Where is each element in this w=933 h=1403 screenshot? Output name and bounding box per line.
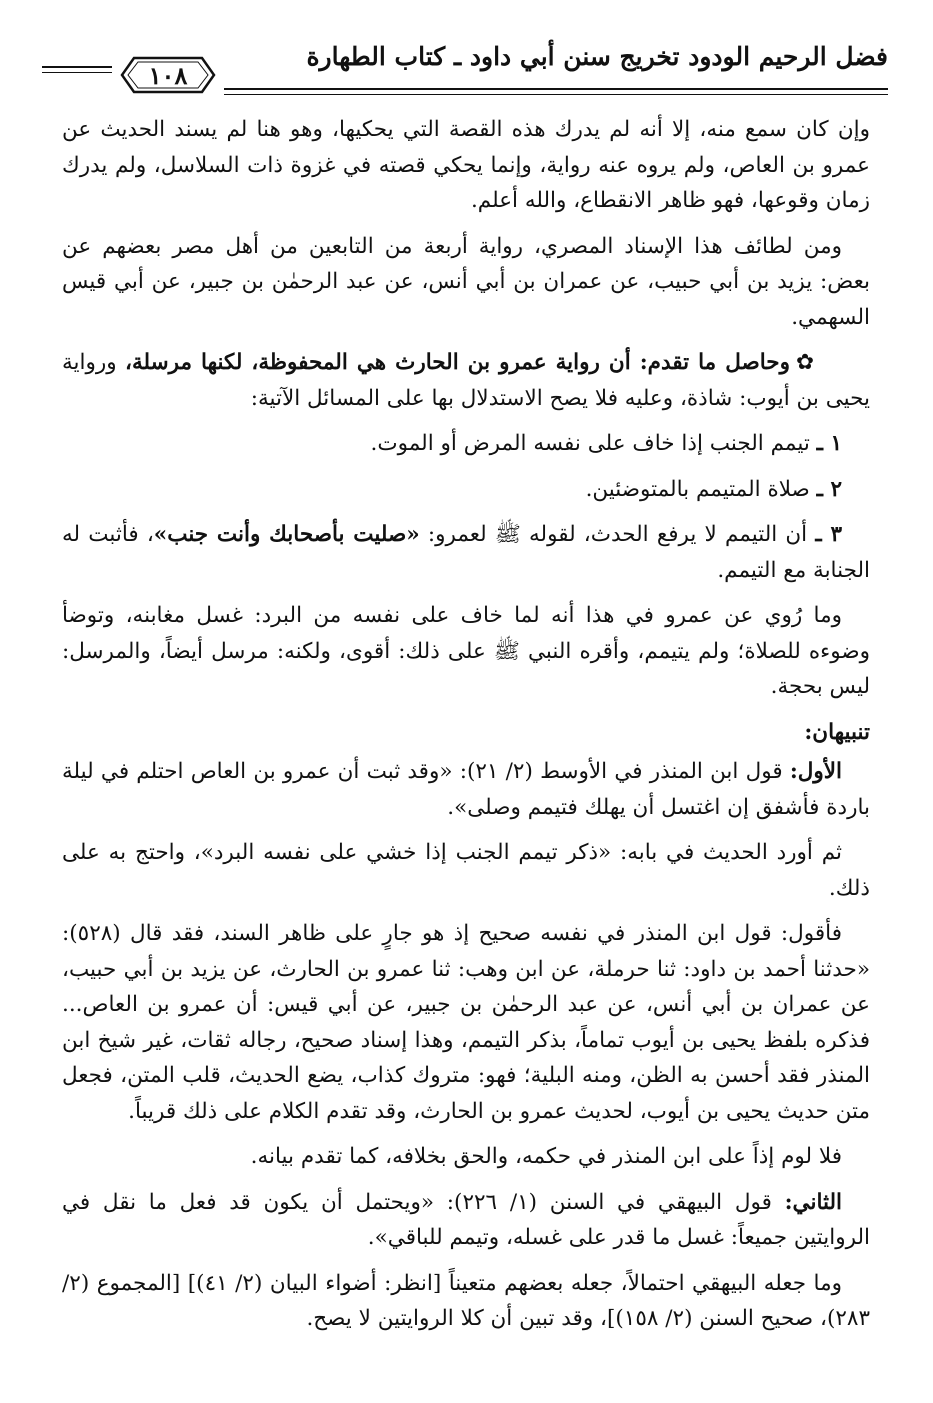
list-item-text: ، فأثبت له الجنابة مع التيمم. bbox=[62, 522, 870, 583]
paragraph: فأقول: قول ابن المنذر في نفسه صحيح إذ هو جارٍ على ظاهر السند، فقد قال (٥٢٨): «حدثنا أحمد بن داود: ثنا حرملة، عن ابن وهب: ثنا عمرو بن الحارث، عن يزيد بن أبي حبيب، عن عمران بن أبي أنس، عن عبد الرحمٰن بن جبير، عن أبي قيس: أن عمرو بن العاص... فذكره بلفظ يحيى بن أيوب تماماً، بذكر التيمم، وهذا إسناد صحيح، رجاله ثقات، غير شيخ ابن المنذر فقد أحسن به الظن، ومنه البلية؛ فهو: متروك كذاب، يضع الحديث، قلب المتن، فجعل متن حديث يحيى بن أيوب، لحديث عمرو بن الحارث، وقد تقدم الكلام على ذلك قريباً. bbox=[62, 921, 870, 1124]
header-rule bbox=[224, 94, 888, 95]
running-title: فضل الرحيم الودود تخريج سنن أبي داود ـ كتاب الطهارة bbox=[306, 42, 888, 71]
page-header bbox=[30, 40, 888, 98]
note-text: قول البيهقي في السنن (١/ ٢٢٦): «ويحتمل أن يكون قد فعل ما نقل في الروايتين جميعاً: غسل ما قدر على غسله، وتيمم للباقي». bbox=[62, 1189, 870, 1250]
list-item-text: تيمم الجنب إذا خاف على نفسه المرض أو الموت. bbox=[370, 431, 817, 456]
summary-lead: وحاصل ما تقدم: أن رواية عمرو بن الحارث هي المحفوظة، لكنها مرسلة، bbox=[125, 350, 790, 375]
summary-text: ورواية يحيى بن أيوب: شاذة، وعليه فلا يصح الاستدلال بها على المسائل الآتية: bbox=[62, 350, 870, 411]
flower-icon: ✿ bbox=[795, 350, 814, 375]
list-item-number: ٣ ـ bbox=[815, 522, 842, 547]
paragraph: وما جعله البيهقي احتمالاً، جعله بعضهم متعيناً [انظر: أضواء البيان (٢/ ٤١)] [المجموع (٢/ ٢٨٣)، صحيح السنن (٢/ ١٥٨)]، وقد تبين أن كلا الروايتين لا يصح. bbox=[62, 1270, 870, 1331]
paragraph: وما رُوي عن عمرو في هذا أنه لما خاف على نفسه من البرد: غسل مغابنه، وتوضأ وضوءه للصلاة؛ ولم يتيمم، وأقره النبي ﷺ على ذلك: أقوى، ولكنه: مرسل أيضاً، والمرسل: ليس بحجة. bbox=[62, 603, 870, 699]
note-paragraph bbox=[62, 754, 870, 825]
paragraph: ثم أورد الحديث في بابه: «ذكر تيمم الجنب إذا خشي على نفسه البرد»، واحتج به على ذلك. bbox=[62, 840, 870, 901]
hadith-quote: «صليت بأصحابك وأنت جنب» bbox=[153, 522, 420, 547]
section-heading: تنبيهان: bbox=[804, 719, 870, 745]
summary-paragraph bbox=[62, 345, 870, 416]
header-rule bbox=[42, 72, 112, 73]
paragraph: فلا لوم إذاً على ابن المنذر في حكمه، والحق بخلافه، كما تقدم بيانه. bbox=[250, 1144, 842, 1169]
header-rule bbox=[42, 66, 112, 68]
page-number: ١٠٨ bbox=[148, 60, 188, 90]
list-item bbox=[62, 517, 870, 588]
page-number-badge bbox=[120, 52, 216, 98]
page-body bbox=[62, 112, 870, 1347]
note-text: قول ابن المنذر في الأوسط (٢/ ٢١): «وقد ثبت أن عمرو بن العاص احتلم في ليلة باردة فأشفق إن اغتسل أن يهلك فتيمم وصلى». bbox=[62, 759, 870, 820]
list-item bbox=[62, 472, 870, 508]
paragraph: وإن كان سمع منه، إلا أنه لم يدرك هذه القصة التي يحكيها، وهو هنا لم يسند الحديث عن عمرو بن العاص، ولم يروه عنه رواية، وإنما يحكي قصته في غزوة ذات السلاسل، ولم يدرك زمان وقوعها، فهو ظاهر الانقطاع، والله أعلم. bbox=[62, 117, 870, 213]
list-item bbox=[62, 426, 870, 462]
list-item-number: ١ ـ bbox=[816, 431, 842, 456]
list-item-text: أن التيمم لا يرفع الحدث، لقوله ﷺ لعمرو: bbox=[419, 522, 816, 547]
note-label: الثاني: bbox=[784, 1189, 843, 1215]
paragraph: ومن لطائف هذا الإسناد المصري، رواية أربعة من التابعين من أهل مصر بعضهم عن بعض: يزيد بن أبي حبيب، عن عمران بن أبي أنس، عن عبد الرحمٰن بن جبير، عن أبي قيس السهمي. bbox=[62, 233, 870, 330]
header-rule bbox=[224, 88, 888, 90]
note-paragraph bbox=[62, 1185, 870, 1256]
list-item-number: ٢ ـ bbox=[816, 476, 842, 502]
list-item-text: صلاة المتيمم بالمتوضئين. bbox=[585, 476, 817, 502]
note-label: الأول: bbox=[789, 759, 843, 784]
